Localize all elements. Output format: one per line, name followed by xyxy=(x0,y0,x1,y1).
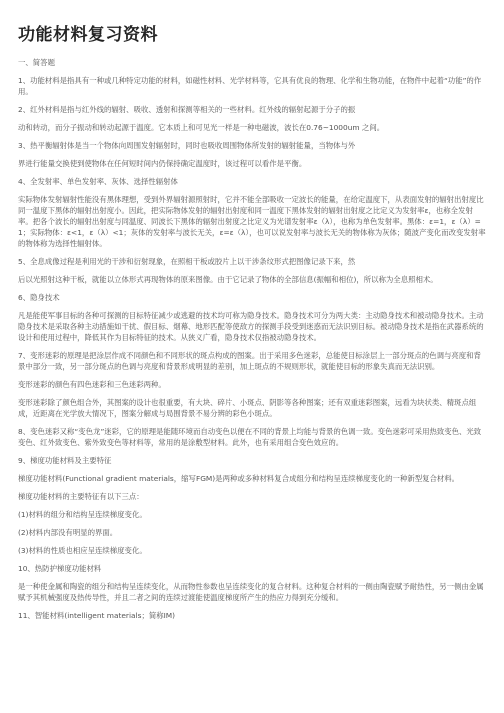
paragraph: 5、全息成像过程是利用光的干涉和衍射现象，在照相干板或胶片上以干涉条纹形式把图像记录下来，然 xyxy=(18,257,356,266)
paragraph: 动和转动，而分子振动和转动起源于温度。它本质上和可见光一样是一种电磁波，波长在0.76~1000um 之间。 xyxy=(18,123,385,132)
paragraph: 梯度功能材料(Functional gradient materials，缩写FGM)是两种或多种材料复合成组分和结构呈连续梯度变化的一种新型复合材料。 xyxy=(18,474,460,483)
paragraph: 8、变色迷彩又称“变色龙”迷彩，它的原理是能随环境而自动变色以便在不同的背景上均能与背景的色调一致。变色迷彩可采用热致变色、光致变色、红外致变色、紫外致变色等材料等，常用的是涂敷型材料。此外，也有采用组合变色效应的。 xyxy=(18,427,482,447)
paragraph: 界进行能量交换使到使物体在任何短时间内仍保持确定温度时，该过程可以看作是平衡。 xyxy=(18,159,307,168)
paragraph: 7、变形迷彩的原理是把涂层作成不同颜色和不同形状的斑点构成的图案。出于采用多色迷彩，总能使目标涂层上一部分斑点的色调与亮度和背景中部分一致，另一部分斑点的色调与亮度和背景形成明显的差别，加上斑点的不规则形状，就能使目标的形象失真而无法识别。 xyxy=(18,351,481,371)
paragraph: (2)材料内部没有明显的界面。 xyxy=(18,528,118,537)
paragraph: 是一种使金属和陶瓷的组分和结构呈连续变化，从而物性参数也呈连续变化的复合材料。这种复合材料的一侧由陶瓷赋予耐热性，另一侧由金属赋予其机械强度及热传导性，并且二者之间的连续过渡能使温度梯度所产生的热应力得到充分缓和。 xyxy=(18,582,484,602)
document-body xyxy=(18,57,486,621)
document-title: 功能材料复习资料 xyxy=(18,25,158,45)
paragraph: 后以光照射这种干板，就能以立体形式再现物体的原来图像。由于它记录了物体的全部信息(振幅和相位)，所以称为全息照相术。 xyxy=(18,275,438,284)
paragraph: 11、智能材料(intelligent materials；简称IM) xyxy=(18,611,176,620)
paragraph: 变形迷彩的颜色有四色迷彩和三色迷彩两种。 xyxy=(18,380,166,389)
paragraph: 变形迷彩除了颜色组合外，其图案的设计也很重要，有大块、碎片、小斑点、阴影等各种图案；还有双重迷彩图案，远看为块状类、精斑点组成，近距离在光学放大情况下，图案分解成与局围背景不易分辨的彩色小斑点。 xyxy=(18,398,477,418)
paragraph: 4、全发射率、单色发射率、灰体、选择性辐射体 xyxy=(18,177,178,186)
paragraph: 3、热平衡辐射体是当一个物体向周围发射辐射时，同时也吸收周围物体所发射的辐射能量，当物体与外 xyxy=(18,141,356,150)
paragraph: 凡是能使军事目标的各种可探测的目标特征减少或逃避的技术均可称为隐身技术。隐身技术可分为两大类：主动隐身技术和被动隐身技术。主动隐身技术是采取各种主动措施如干扰、假目标、烟幕、地形匹配等使敌方的探测手段受到迷惑而无法识别目标。被动隐身技术是指在武器系统的设计和使用过程中，降低其作为目标特征的技术。从狭义广看，隐身技术仅指被动隐身技术。 xyxy=(18,311,484,342)
paragraph: 实际物体发射辐射性能没有黑体理想，受到外界辐射源照射时，它并不能全部吸收一定波长的能量，在给定温度下，从表面发射的辐射出射度比同一温度下黑体的辐射出射度小。因此，把实际物体发射的辐射出射度和同一温度下黑体发射的辐射出射度之比定义为发射率ε，也称全发射率。把各个波长的辐射出射度与同温度、同波长下黑体的辐射出射度之比定义为光谱发射率ε（λ），也称为单色发射率。黑体：ε=1，ε（λ）=1；实际物体：ε<1，ε（λ）<1；灰体的发射率与波长无关，ε=ε（λ），也可以说发射率与波长无关的物体称为灰体；随波产变化而改变发射率的物体称为选择性辐射体。 xyxy=(18,195,486,248)
paragraph: 6、隐身技术 xyxy=(18,293,60,302)
paragraph: (1)材料的组分和结构呈连续梯度变化。 xyxy=(18,510,147,519)
paragraph: 9、梯度功能材料及主要特征 xyxy=(18,456,112,465)
paragraph: 梯度功能材料的主要特征有以下三点： xyxy=(18,492,144,501)
paragraph: 1、功能材料是指具有一种或几种特定功能的材料，如磁性材料、光学材料等，它具有优良的物理、化学和生物功能，在物件中起着“功能”的作用。 xyxy=(18,76,482,96)
paragraph: 一、简答题 xyxy=(18,58,55,67)
paragraph: 10、热防护梯度功能材料 xyxy=(18,564,102,573)
paragraph: (3)材料的性质也相应呈连续梯度变化。 xyxy=(18,546,147,555)
paragraph: 2、红外材料是指与红外线的辐射、吸收、透射和探测等相关的一些材料。红外线的辐射起源于分子的振 xyxy=(18,105,356,114)
